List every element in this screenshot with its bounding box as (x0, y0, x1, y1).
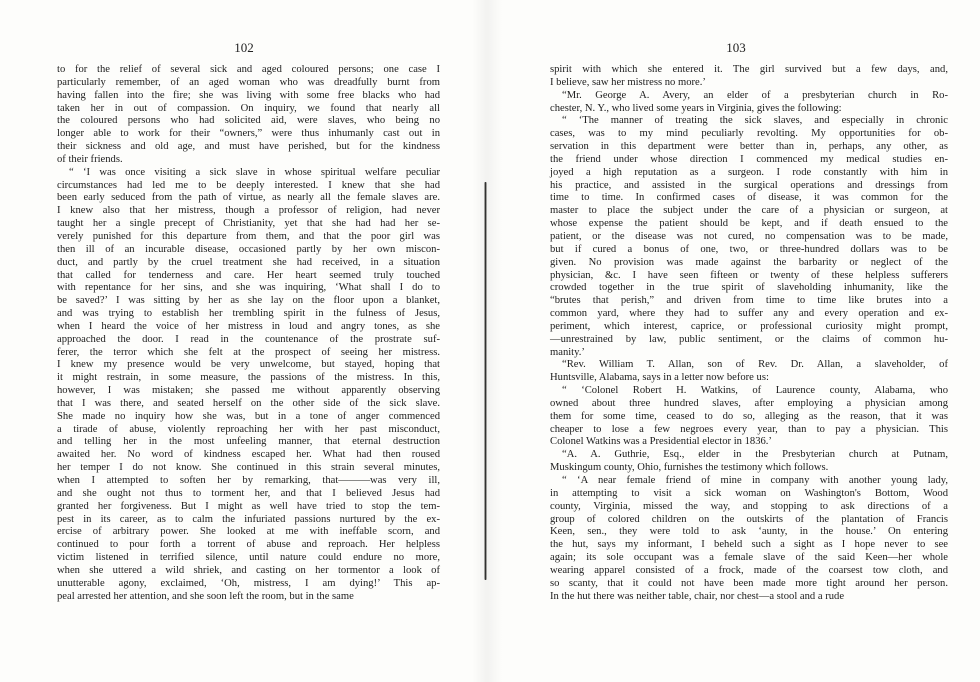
text-line: chester, N. Y., who lived some years in Virginia, gives the following: (550, 102, 842, 114)
text-line: Huntsville, Alabama, says in a letter now before us: (550, 372, 769, 384)
text-line: that I was there, and seated herself on the other side of the sick slave. (57, 397, 440, 409)
text-line: victim listened in terrified silence, until nature could endure no more, (57, 552, 440, 564)
text-line: time to time. In confirmed cases of disease, it was common for the (550, 192, 948, 204)
text-line: them for some time, ceased to do so, alleging as the reason, that it was (550, 410, 948, 422)
text-line: ercise of arbitrary power. She looked at me with ineffable scorn, and (57, 526, 440, 538)
text-line: their sickness and old age, and must have perished, but for the kindness (57, 141, 440, 153)
text-line: manity.’ (550, 346, 585, 358)
text-line: given. No provision was made against the barbarity or neglect of the (550, 256, 948, 268)
text-line: periment, which interest, caprice, or professional curiosity might prompt, (550, 320, 948, 332)
text-line: when she uttered a wild shriek, and casting on her tormentor a look of (57, 564, 440, 576)
text-line: so scanty, that it could not have been made more tight around her person. (550, 577, 948, 589)
text-line: her temper I do not know. She continued in this strain several minutes, (57, 462, 440, 474)
text-line: that called for tenderness and care. Her heart seemed truly touched (57, 269, 440, 281)
text-line: duct, and partly by the cruel treatment she had received, in a situation (57, 256, 440, 268)
text-line: longer able to work for their “owners,” were thus inhumanly cast out in (57, 128, 440, 140)
text-line: the hut, says my informant, I beheld such a sight as I hope never to see (550, 539, 948, 551)
right-page-text (550, 64, 948, 603)
text-line: master to place the subject under the care of a physician or surgeon, at (550, 205, 948, 217)
text-line: I believe, saw her mistress no more.’ (550, 76, 706, 88)
text-line: Keen, sen., they were told to ask ‘aunty, in the house.’ On entering (550, 526, 948, 538)
left-page (0, 0, 488, 682)
text-line: taught her a single precept of Christianity, yet that she had had her se- (57, 218, 440, 230)
text-line: having fallen into the fire; she was living with some free blacks who had (57, 89, 440, 101)
text-line: servation in this department were better than in, perhaps, any other, as (550, 141, 948, 153)
text-line: been early seduced from the path of virtue, as nearly all the female slaves are. (57, 192, 440, 204)
left-page-text (57, 64, 440, 603)
text-line: “Rev. William T. Allan, son of Rev. Dr. Allan, a slaveholder, of (562, 359, 948, 371)
text-line: continued to pour forth a torrent of abuse and reproach. Her helpless (57, 539, 440, 551)
text-line: awaited her. No word of kindness escaped her. What had then roused (57, 449, 440, 461)
text-line: and she ought not thus to torment her, and that I believed Jesus had (57, 487, 440, 499)
text-line: wearing apparel consisted of a frock, made of the coarsest tow cloth, and (550, 564, 948, 576)
text-line: joyed a high reputation as a surgeon. I rode constantly with him in (550, 166, 948, 178)
text-line: and was trying to establish her trembling spirit in the fulness of Jesus, (57, 308, 440, 320)
text-line: when I heard the voice of her mistress in loud and angry tones, as she (57, 320, 440, 332)
text-line: “ ‘I was once visiting a sick slave in whose spiritual welfare peculiar (69, 166, 440, 178)
text-line: I knew also that her mistress, though a professor of religion, had never (57, 205, 440, 217)
text-line: circumstances had led me to be deeply interested. I knew that she had (57, 179, 440, 191)
page-number-left: 102 (234, 40, 254, 55)
text-line: particularly remember, of an aged woman who was dreadfully burnt from (57, 76, 440, 88)
text-line: Colonel Watkins was a Presidential elector in 1836.’ (550, 436, 772, 448)
text-line: physician, &c. I have seen fifteen or twenty of these helpless sufferers (550, 269, 948, 281)
text-line: verely punished for this departure from them, and that the poor girl was (57, 230, 440, 242)
text-line: crowded together in the true spirit of slaveholding inhumanity, like the (550, 282, 948, 294)
text-line: taken her in out of compassion. On inquiry, we found that nearly all (57, 102, 440, 114)
text-line: whose expense the patient should be kept, and if death ensued to the (550, 218, 948, 230)
text-line: In the hut there was neither table, chair, nor chest—a stool and a rude (550, 590, 845, 602)
text-line: patient, or the disease was not cured, no compensation was to be made, (550, 230, 948, 242)
text-line: county, Virginia, missed the way, and stopping to ask directions of a (550, 500, 948, 512)
text-line: “ ‘A near female friend of mine in company with another young lady, (562, 475, 948, 486)
text-line: cases, was to my mind peculiarly revolting. My opportunities for ob- (550, 128, 948, 140)
text-line: then ill of an incurable disease, occasioned partly by her own miscon- (57, 243, 440, 255)
text-line: common yard, where they had to suffer any and every operation and ex- (550, 308, 948, 320)
page-number-right: 103 (726, 40, 746, 55)
text-line: approached the door. I read in the countenance of the prostrate suf- (57, 333, 440, 345)
text-line: but if cured a bonus of one, two, or three-hundred dollars was to be (550, 243, 948, 255)
text-line: the coloured persons who had solicited aid, were slaves, who being no (57, 115, 440, 127)
text-line: “brutes that perish,” and driven from time to time like brutes into a (550, 295, 948, 307)
text-line: be saved?’ I was sitting by her as she lay on the floor upon a blanket, (57, 295, 440, 307)
right-page (492, 0, 980, 682)
text-line: unutterable agony, exclaimed, ‘Oh, mistress, I am dying!’ This ap- (57, 577, 440, 589)
text-line: to for the relief of several sick and aged coloured persons; one case I (57, 64, 440, 75)
text-line: “ ‘Colonel Robert H. Watkins, of Laurence county, Alabama, who (562, 385, 948, 397)
text-line: Muskingum county, Ohio, furnishes the testimony which follows. (550, 462, 829, 474)
text-line: cheaper to lose a few negroes every year, than to pay a physician. This (550, 423, 948, 435)
text-line: “Mr. George A. Avery, an elder of a presbyterian church in Ro- (562, 89, 948, 101)
text-line: pest in its career, as to calm the infuriated passions nurtured by the ex- (57, 513, 440, 525)
text-line: again; its sole occupant was a female slave of the said Keen—her whole (550, 552, 948, 564)
text-line: group of colored children on the outskirts of the plantation of Francis (550, 513, 948, 525)
text-line: I knew my presence would be very unwelcome, but stayed, hoping that (57, 359, 440, 371)
text-line: it might restrain, in some measure, the passions of the mistress. In this, (57, 372, 440, 384)
text-line: and telling her in the most unfeeling manner, that eternal destruction (57, 436, 440, 448)
text-line: of their friends. (57, 153, 123, 165)
text-line: when I attempted to soften her by remarking, that———was very ill, (57, 475, 440, 486)
text-line: owned about three hundred slaves, after employing a physician among (550, 397, 948, 409)
text-line: “A. A. Guthrie, Esq., elder in the Presbyterian church at Putnam, (562, 449, 948, 461)
text-line: with repentance for her sins, and she was inquiring, ‘What shall I do to (57, 282, 440, 294)
text-line: his practice, and assisted in the surgical operations and dressings from (550, 179, 948, 191)
text-line: —unrestrained by law, public sentiment, or the claims of common hu- (550, 333, 948, 345)
text-line: a tirade of abuse, violently reproaching her with her past misconduct, (57, 423, 440, 435)
text-line: however, I was mistaken; she passed me without apparently observing (57, 385, 440, 397)
text-line: the friend under whose direction I commenced my medical studies en- (550, 153, 948, 165)
text-line: peal arrested her attention, and she soon left the room, but in the same (57, 590, 354, 602)
text-line: in attempting to visit a sick woman on Washington's Bottom, Wood (550, 487, 948, 499)
text-line: granted her forgiveness. But I might as well have tried to stop the tem- (57, 500, 440, 512)
binding-gutter (484, 182, 487, 580)
text-line: “ ‘The manner of treating the sick slaves, and especially in chronic (562, 115, 948, 127)
text-line: spirit with which she entered it. The girl survived but a few days, and, (550, 64, 948, 75)
text-line: She made no inquiry how she was, but in a tone of anger commenced (57, 410, 440, 422)
text-line: ferer, the terror which she felt at the prospect of seeing her mistress. (57, 346, 440, 358)
